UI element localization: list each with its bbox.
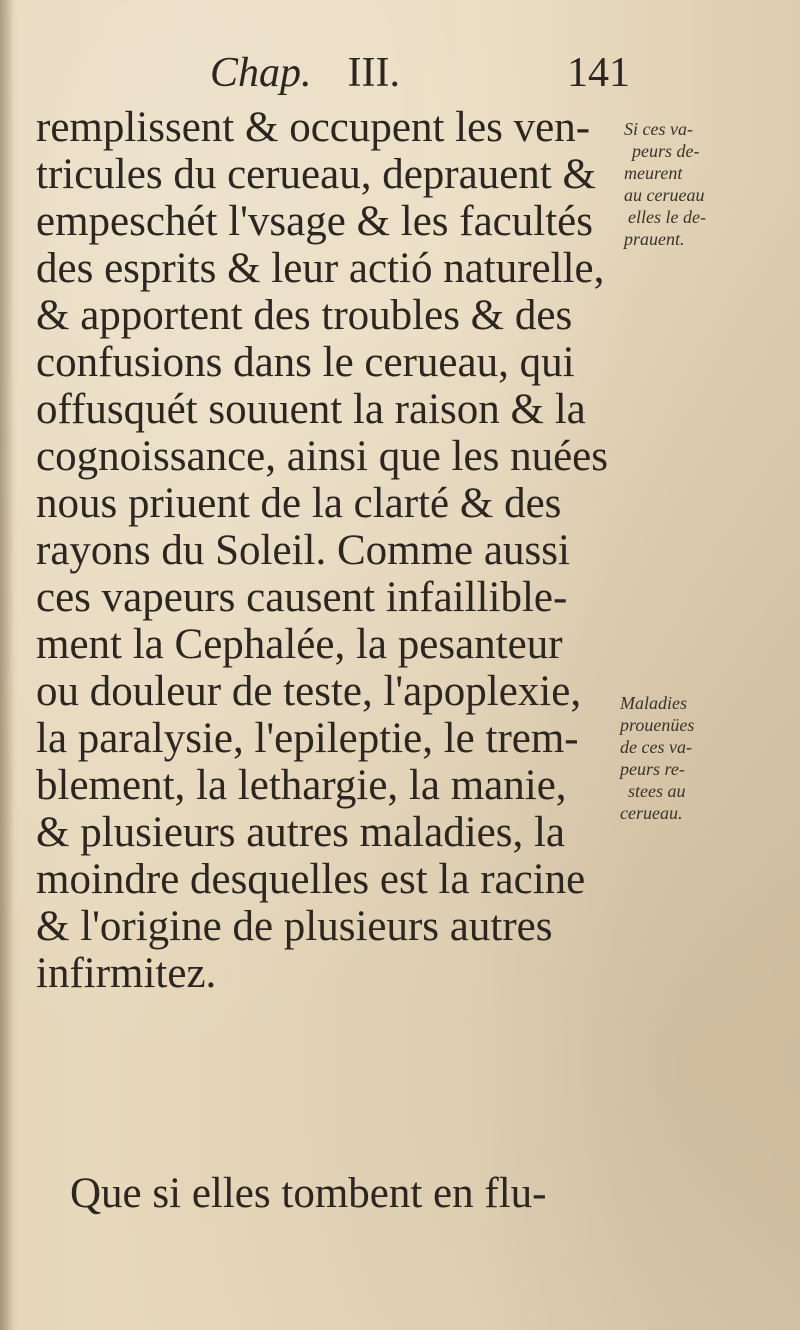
text-line: la paralysie, l'epileptie, le trem- xyxy=(36,715,579,762)
margin-note-line: au cerueau xyxy=(624,185,705,205)
catchword: Que si elles tombent en flu- xyxy=(70,1170,547,1217)
chapter-number: III. xyxy=(347,50,400,96)
text-line: & apportent des troubles & des xyxy=(36,292,573,339)
text-line: des esprits & leur actió naturelle, xyxy=(36,245,605,292)
margin-note-line: de ces va- xyxy=(620,737,692,757)
margin-note-line: prauent. xyxy=(624,229,685,249)
text-line: & l'origine de plusieurs autres xyxy=(36,903,553,950)
page-header xyxy=(210,48,630,98)
text-line: confusions dans le cerueau, qui xyxy=(36,339,575,386)
running-head xyxy=(210,48,400,98)
text-line: ment la Cephalée, la pesanteur xyxy=(36,621,563,668)
text-line: remplissent & occupent les ven- xyxy=(36,104,591,151)
body-text xyxy=(36,104,611,997)
text-line: cognoissance, ainsi que les nuées xyxy=(36,433,608,480)
margin-note-vapeurs xyxy=(624,118,784,250)
margin-note-line: prouenües xyxy=(620,715,695,735)
margin-note-line: Maladies xyxy=(620,693,687,713)
text-line: nous priuent de la clarté & des xyxy=(36,480,562,527)
margin-note-line: stees au xyxy=(628,781,686,801)
text-line: offusquét souuent la raison & la xyxy=(36,386,586,433)
text-line: & plusieurs autres maladies, la xyxy=(36,809,565,856)
text-line: empeschét l'vsage & les facultés xyxy=(36,198,593,245)
margin-note-line: peurs de- xyxy=(632,141,700,161)
margin-note-line: elles le de- xyxy=(628,207,706,227)
margin-note-line: Si ces va- xyxy=(624,119,693,139)
margin-note-line: cerueau. xyxy=(620,803,683,823)
margin-note-line: meurent xyxy=(624,163,683,183)
text-line: infirmitez. xyxy=(36,950,217,997)
text-line: blement, la lethargie, la manie, xyxy=(36,762,567,809)
text-line: ou douleur de teste, l'apoplexie, xyxy=(36,668,582,715)
text-line: moindre desquelles est la racine xyxy=(36,856,586,903)
page-number: 141 xyxy=(567,50,630,96)
text-line: rayons du Soleil. Comme aussi xyxy=(36,527,570,574)
text-line: tricules du cerueau, deprauent & xyxy=(36,151,596,198)
text-line: ces vapeurs causent infaillible- xyxy=(36,574,568,621)
gutter-shadow xyxy=(0,0,14,1330)
margin-note-line: peurs re- xyxy=(620,759,685,779)
chapter-label: Chap. xyxy=(210,50,312,96)
margin-note-maladies xyxy=(620,692,780,824)
